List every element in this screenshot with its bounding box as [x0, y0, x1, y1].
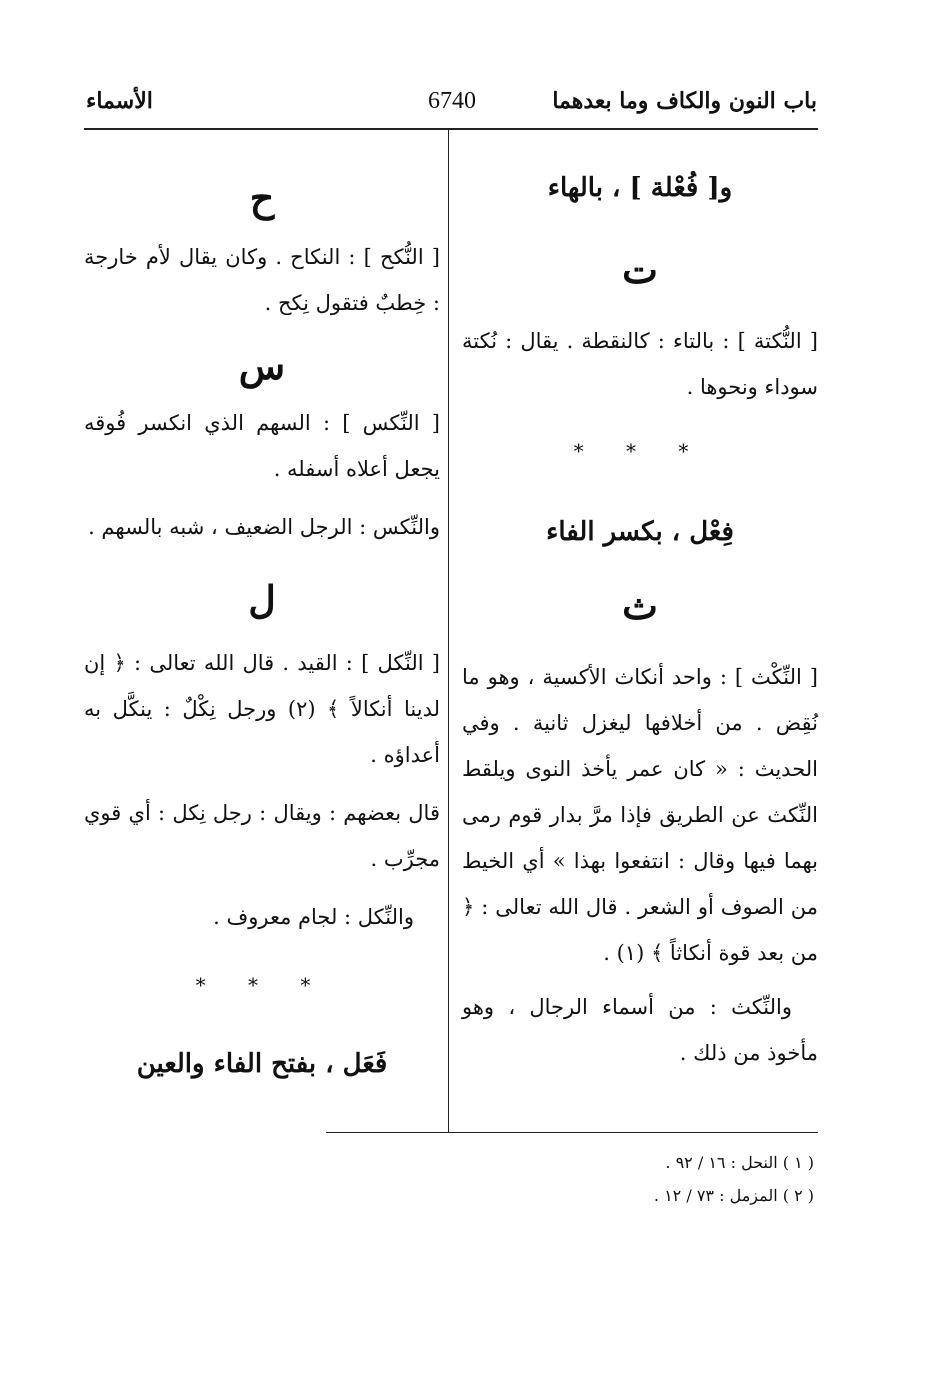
- footnote-rule: [326, 1132, 818, 1133]
- column-divider: [448, 130, 449, 1132]
- letter-heading: س: [238, 343, 286, 388]
- chapter-title: باب النون والكاف وما بعدهما: [552, 88, 817, 114]
- right-column: [462, 158, 818, 1076]
- entry-paragraph: [ النِّكْث ] : واحد أنكاث الأكسية ، وهو ما نُقِض . من أخلافها ليغزل ثانية . وفي الحديث : « كان عمر يأخذ النوى ويلقط النِّكث عن الطريق فإذا مرَّ بدار قوم رمى بهما فيها وقال : انتفعوا بهذا » أي الخيط من الصوف أو الشعر . قال الله تعالى : ﴿ من بعد قوة أنكاثاً ﴾ (١) .: [462, 665, 818, 965]
- letter-heading: ح: [249, 175, 275, 220]
- header-rule: [84, 128, 818, 130]
- section-separator: * * *: [573, 439, 707, 463]
- entry-heading: فِعْل ، بكسر الفاء: [546, 517, 734, 547]
- footnote-1: ( ١ ) النحل : ١٦ / ٩٢ .: [665, 1153, 814, 1172]
- page-number: 6740: [428, 88, 476, 114]
- section-title: الأسماء: [86, 88, 153, 114]
- letter-heading: ل: [248, 577, 276, 622]
- entry-paragraph: والنِّكث : من أسماء الرجال ، وهو مأخوذ من ذلك .: [462, 995, 818, 1065]
- entry-paragraph: والنِّكل : لجام معروف .: [213, 905, 414, 929]
- letter-heading: ث: [622, 583, 658, 628]
- entry-paragraph: [ النُّكتة ] : بالتاء : كالنقطة . يقال : نُكتة سوداء ونحوها .: [462, 329, 818, 399]
- entry-paragraph: [ النُّكح ] : النكاح . وكان يقال لأم خارجة : خِطبٌ فتقول نِكح .: [84, 245, 440, 315]
- left-column: [84, 158, 440, 1094]
- letter-heading: ت: [622, 247, 658, 292]
- entry-heading: فَعَل ، بفتح الفاء والعين: [136, 1049, 388, 1079]
- entry-paragraph: قال بعضهم : ويقال : رجل نِكل : أي قوي مجرِّب .: [84, 801, 440, 871]
- entry-heading: و[ فُعْلة ] ، بالهاء: [547, 173, 733, 203]
- footnote-2: ( ٢ ) المزمل : ٧٣ / ١٢ .: [653, 1186, 814, 1205]
- section-separator: * * *: [195, 973, 329, 997]
- entry-paragraph: والنِّكس : الرجل الضعيف ، شبه بالسهم .: [88, 515, 440, 539]
- entry-paragraph: [ النِّكس ] : السهم الذي انكسر فُوقه يجعل أعلاه أسفله .: [84, 411, 440, 481]
- entry-paragraph: [ النِّكل ] : القيد . قال الله تعالى : ﴿ إن لدينا أنكالاً ﴾ (٢) ورجل نِكْلٌ : ينكَّل به أعداؤه .: [84, 651, 440, 767]
